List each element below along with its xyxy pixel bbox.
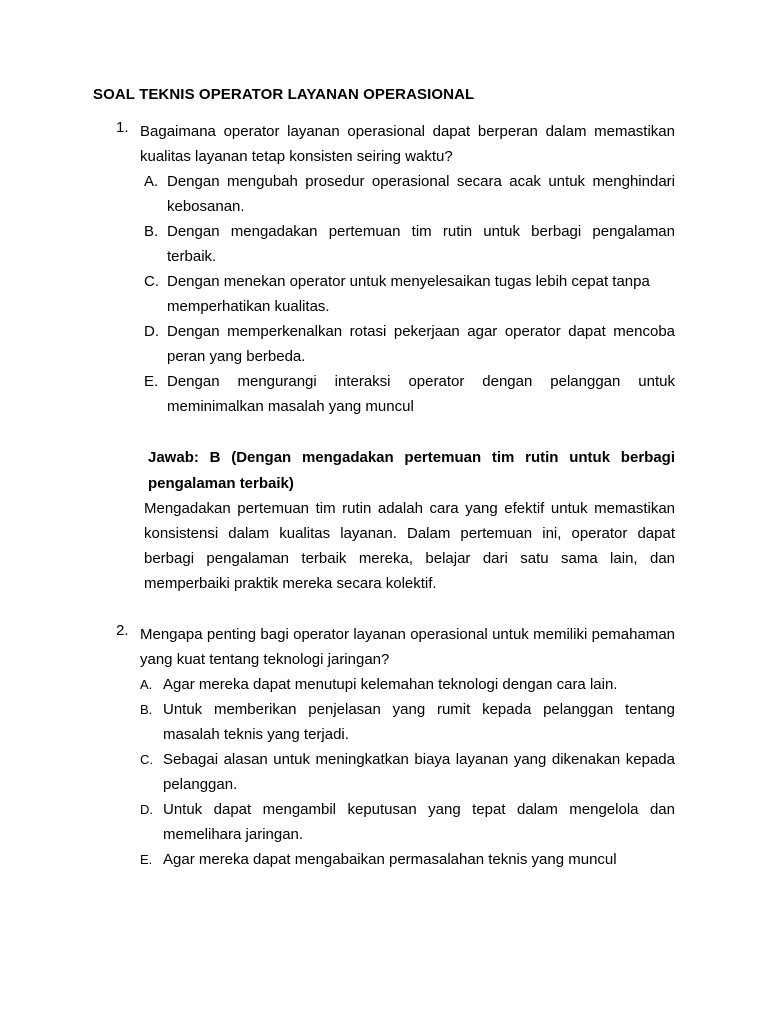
document-title: SOAL TEKNIS OPERATOR LAYANAN OPERASIONAL [93,86,475,103]
option-text: Dengan mengubah prosedur operasional secara acak untuk menghindari kebosanan. [167,173,675,215]
question-number: 2. [116,622,129,639]
option-letter: D. [140,802,153,817]
option-a [140,169,675,219]
option-text: Untuk dapat mengambil keputusan yang tepat dalam mengelola dan memelihara jaringan. [163,801,675,843]
option-letter: A. [144,173,159,190]
options-list [140,672,675,872]
option-text: Agar mereka dapat mengabaikan permasalahan teknis yang muncul [163,851,617,868]
options-list [140,169,675,419]
option-text: Dengan mengadakan pertemuan tim rutin untuk berbagi pengalaman terbaik. [167,223,675,265]
option-text: Dengan menekan operator untuk menyelesaikan tugas lebih cepat tanpa memperhatikan kualitas. [167,273,650,315]
option-letter: A. [140,677,153,692]
option-letter: D. [144,323,159,340]
option-c [140,747,675,797]
option-text: Untuk memberikan penjelasan yang rumit kepada pelanggan tentang masalah teknis yang terjadi. [163,701,675,743]
question-number: 1. [116,119,129,136]
question-1 [116,119,675,419]
option-b [140,697,675,747]
question-2 [116,622,675,872]
explanation-1: Mengadakan pertemuan tim rutin adalah cara yang efektif untuk memastikan konsistensi dalam kualitas layanan. Dalam pertemuan ini, operator dapat berbagi pengalaman terbaik mereka, belajar dari satu sama lain, dan memperbaiki praktik mereka secara kolektif. [144,500,675,592]
question-text: Mengapa penting bagi operator layanan operasional untuk memiliki pemahaman yang kuat tentang teknologi jaringan? [140,626,675,668]
option-e [140,369,675,419]
option-a [140,672,675,697]
option-b [140,219,675,269]
question-text: Bagaimana operator layanan operasional dapat berperan dalam memastikan kualitas layanan tetap konsisten seiring waktu? [140,123,675,165]
option-d [140,319,675,369]
option-c [140,269,675,319]
option-letter: B. [144,223,159,240]
option-letter: E. [144,373,159,390]
answer-1: Jawab: B (Dengan mengadakan pertemuan tim rutin untuk berbagi pengalaman terbaik) [148,449,675,492]
option-text: Sebagai alasan untuk meningkatkan biaya layanan yang dikenakan kepada pelanggan. [163,751,675,793]
option-letter: C. [144,273,159,290]
option-letter: C. [140,752,153,767]
option-text: Dengan memperkenalkan rotasi pekerjaan agar operator dapat mencoba peran yang berbeda. [167,323,675,365]
option-text: Dengan mengurangi interaksi operator dengan pelanggan untuk meminimalkan masalah yang muncul [167,373,675,415]
option-text: Agar mereka dapat menutupi kelemahan teknologi dengan cara lain. [163,676,618,693]
option-letter: B. [140,702,153,717]
option-e [140,847,675,872]
option-d [140,797,675,847]
option-letter: E. [140,852,153,867]
